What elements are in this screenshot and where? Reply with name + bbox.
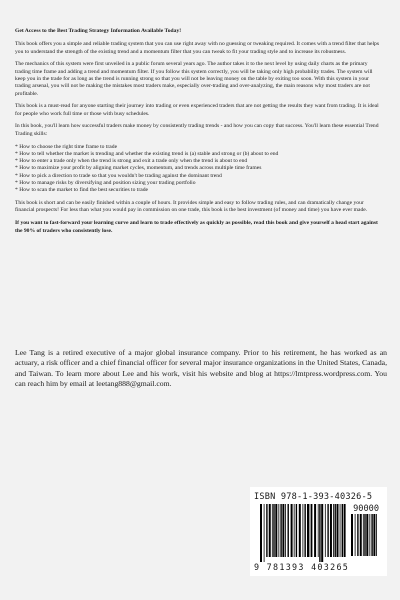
barcode-bar bbox=[310, 504, 311, 557]
barcode-bar bbox=[273, 504, 274, 557]
barcode-digits: 9 781393 403265 bbox=[254, 562, 350, 572]
barcode-bar bbox=[304, 504, 305, 557]
price-addon-bars bbox=[351, 514, 379, 561]
barcode-bar bbox=[278, 504, 279, 557]
barcode-bar bbox=[296, 504, 297, 557]
barcode-bar bbox=[318, 504, 319, 557]
barcode-bar bbox=[357, 514, 358, 556]
barcode-bar bbox=[294, 504, 295, 557]
barcode-bar bbox=[344, 504, 346, 557]
barcode-bar bbox=[355, 514, 356, 556]
blurb-paragraph-1: This book offers you a simple and reliable trading system that you can use right away with no guessing or tweaking required. It comes with a trend filter that helps you to understand the strength of the existing trend and a momentum filter that you can tweak to fit your trading style and to increase its robustness. bbox=[15, 41, 380, 55]
barcode-bar bbox=[330, 504, 332, 557]
barcode-bar bbox=[288, 504, 289, 557]
skills-list-item: * How to scan the market to find the best securities to trade bbox=[15, 187, 148, 194]
barcode-bar bbox=[335, 504, 336, 557]
barcode-bar bbox=[272, 504, 273, 557]
call-to-action: If you want to fast-forward your learning curve and learn to trade effectively as quickly as possible, read this book and give yourself a head start against the 90% of traders who consistently lose. bbox=[15, 220, 378, 234]
barcode-bar bbox=[264, 504, 265, 562]
blurb-paragraph-2: The mechanics of this system were first unveiled in a public forum several years ago. The author takes it to the next level by using daily charts as the primary trading time frame and adding a trend and momentum filter. If you follow this system correctly, you will be taking only high probability trades. The system will keep you in the trade for as long as the trend is running strong so that you will not be leaving money on the table by exiting too soon. With this system in your trading arsenal, you will not be making the mistakes most traders make, especially over-trading and over-analyzing, the main reasons why most traders are not profitable. bbox=[15, 61, 373, 97]
barcode-bar bbox=[303, 504, 304, 557]
barcode-bar bbox=[364, 514, 365, 556]
skills-list-item: * How to maximize your profit by aligning market cycles, momentum, and trends across multiple time frames bbox=[15, 165, 262, 172]
barcode-bar bbox=[363, 514, 364, 556]
barcode-bar bbox=[342, 504, 343, 557]
barcode-bar bbox=[299, 504, 301, 557]
barcode-bar bbox=[266, 504, 267, 557]
barcode-bar bbox=[327, 504, 328, 557]
barcode-bar bbox=[314, 504, 316, 557]
isbn-label: ISBN 978-1-393-40326-5 bbox=[254, 492, 373, 502]
barcode-bar bbox=[373, 514, 375, 556]
isbn-barcode bbox=[250, 487, 387, 576]
cover-blurb bbox=[15, 28, 381, 240]
barcode-bar bbox=[333, 504, 334, 557]
skills-list-item: * How to enter a trade only when the trend is strong and exit a trade only when the trend is about to end bbox=[15, 158, 248, 165]
barcode-bar bbox=[371, 514, 372, 556]
barcode-bar bbox=[285, 504, 286, 557]
barcode-bar bbox=[369, 514, 370, 556]
skills-list-item: * How to manage risks by diversifying and position sizing your trading portfolio bbox=[15, 180, 196, 187]
skills-list-item: * How to choose the right time frame to trade bbox=[15, 143, 118, 150]
author-bio: Lee Tang is a retired executive of a major global insurance company. Prior to his retirement, he has worked as an actuary, a risk officer and a chief financial officer for several major insurance organizations in the United States, Canada, and Taiwan. To learn more about Lee and his work, visit his website and blog at https://lmtpress.wordpress.com. You can reach him by email at leetang888@gmail.com. bbox=[15, 347, 387, 389]
barcode-bar bbox=[337, 504, 339, 557]
barcode-bar bbox=[340, 504, 341, 557]
barcode-bar bbox=[260, 504, 262, 562]
barcode-bar bbox=[351, 514, 353, 556]
barcode-bar bbox=[275, 504, 277, 557]
skills-list-item: * How to tell whether the market is trending and whether the existing trend is (a) stable and strong or (b) about to end bbox=[15, 150, 279, 157]
barcode-bar bbox=[291, 504, 293, 557]
blurb-headline: Get Access to the Best Trading Strategy Information Available Today! bbox=[15, 28, 182, 34]
barcode-bar bbox=[325, 504, 326, 557]
ean-barcode-bars bbox=[260, 504, 348, 562]
barcode-bar bbox=[319, 504, 320, 562]
barcode-bar bbox=[366, 514, 368, 556]
blurb-paragraph-3: This book is a must-read for anyone starting their journey into trading or even experienced traders that are not getting the results they want from trading. It is ideal for people who work full time or those with busy schedules. bbox=[15, 103, 379, 117]
barcode-bar bbox=[376, 514, 377, 556]
barcode-bar bbox=[307, 504, 309, 557]
barcode-bar bbox=[282, 504, 284, 557]
barcode-bar bbox=[280, 504, 281, 557]
price-code: 90000 bbox=[353, 504, 379, 514]
barcode-bar bbox=[269, 504, 271, 557]
blurb-closing: This book is short and can be easily finished within a couple of hours. It provides simple and easy to follow trading rules, and can dramatically change your financial prospects! For less than what you would pay in commission on one trade, this book is the best investment (of money and time) you have ever made. bbox=[15, 200, 368, 214]
barcode-bar bbox=[360, 514, 362, 556]
blurb-paragraph-4: In this book, you'll learn how successful traders make money by consistently trading trends - and how you can copy that success. You'll learn these essential Trend Trading skills: bbox=[15, 123, 379, 137]
barcode-bar bbox=[311, 504, 312, 557]
barcode-bar bbox=[321, 504, 323, 562]
skills-list bbox=[15, 144, 381, 195]
skills-list-item: * How to pick a direction to trade so that you wouldn't be trading against the dominant trend bbox=[15, 172, 222, 179]
